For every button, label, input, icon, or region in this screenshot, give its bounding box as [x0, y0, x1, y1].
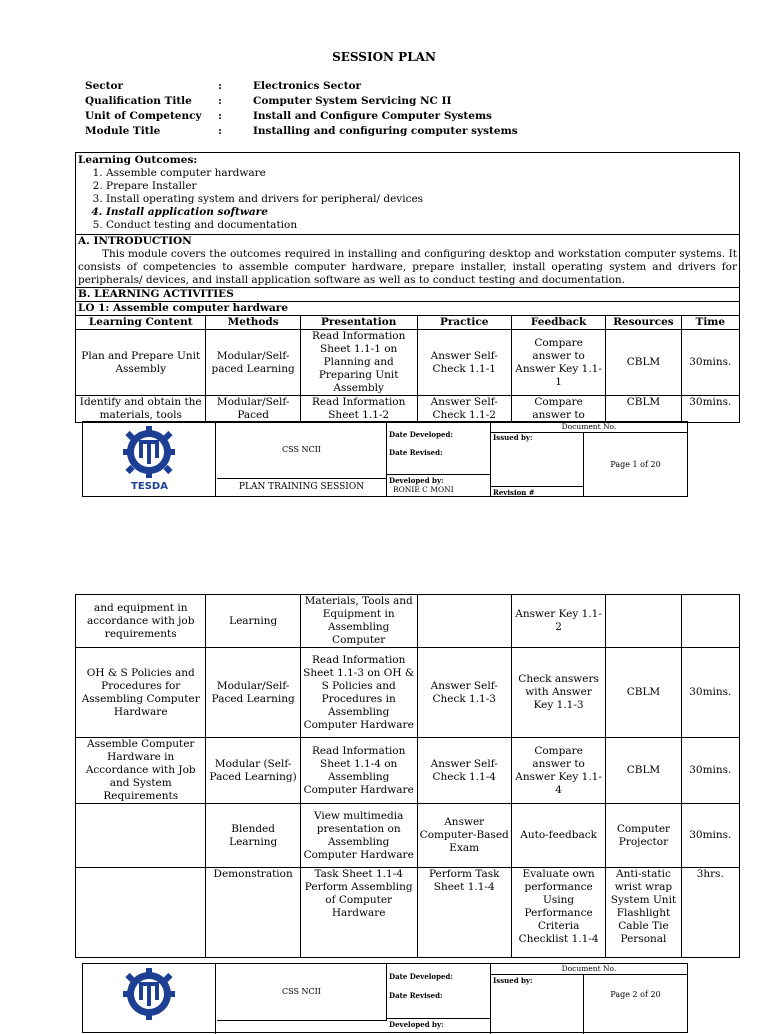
divider	[583, 975, 584, 1034]
outcome-item: 4. Install application software	[106, 206, 737, 219]
column-header: Practice	[417, 316, 511, 330]
meta-value: Electronics Sector	[253, 80, 362, 92]
tesda-logo-icon	[113, 968, 185, 1026]
cell: Learning	[206, 595, 300, 648]
developer-name: RONIE C MONI	[393, 485, 454, 494]
cell: Answer Key 1.1-2	[511, 595, 605, 648]
column-header: Presentation	[300, 316, 417, 330]
logo-cell	[83, 422, 216, 496]
lo1-heading: LO 1: Assemble computer hardware	[76, 302, 740, 316]
date-revised-label: Date Revised:	[389, 448, 443, 457]
table-row	[76, 738, 740, 804]
cell: Evaluate own performance Using Performance Criteria Checklist 1.1-4	[511, 868, 605, 958]
cell: Task Sheet 1.1-4 Perform Assembling of Computer Hardware	[300, 868, 417, 958]
date-developed-label: Date Developed:	[389, 430, 453, 439]
cell: Perform Task Sheet 1.1-4	[417, 868, 511, 958]
meta-label: Module Title	[85, 125, 161, 137]
cell: CBLM	[606, 648, 681, 738]
cell: Answer Self-Check 1.1-2	[417, 396, 511, 423]
column-header: Time	[681, 316, 739, 330]
column-header: Feedback	[511, 316, 605, 330]
cell: Answer Self-Check 1.1-1	[417, 330, 511, 396]
column-header: Methods	[206, 316, 300, 330]
cell: Read Information Sheet 1.1-4 on Assembling Computer Hardware	[300, 738, 417, 804]
cell: Assemble Computer Hardware in Accordance with Job and System Requirements	[76, 738, 206, 804]
document-number-label: Document No.	[490, 964, 688, 975]
cell: Compare answer to Answer Key 1.1-4	[511, 738, 605, 804]
outcome-item: 2. Prepare Installer	[106, 180, 737, 193]
cell: Answer Self-Check 1.1-3	[417, 648, 511, 738]
cell: CBLM	[606, 330, 681, 396]
cell: OH & S Policies and Procedures for Assembling Computer Hardware	[76, 648, 206, 738]
issued-by-label: Issued by:	[493, 433, 533, 442]
meta-value: Installing and configuring computer systems	[253, 125, 518, 137]
table-row	[76, 595, 740, 648]
divider	[387, 1018, 490, 1019]
cell: 30mins.	[681, 396, 739, 423]
date-revised-label: Date Revised:	[389, 991, 443, 1000]
cell: Answer Self-Check 1.1-4	[417, 738, 511, 804]
page-number: Page 2 of 20	[610, 990, 661, 999]
table-header-row	[76, 316, 740, 330]
cell: 30mins.	[681, 648, 739, 738]
cell: 3hrs.	[681, 868, 739, 958]
cell	[76, 868, 206, 958]
meta-colon: :	[218, 95, 222, 107]
cell: Blended Learning	[206, 804, 300, 868]
introduction-cell	[76, 235, 740, 288]
table-row	[76, 396, 740, 423]
cell: Check answers with Answer Key 1.1-3	[511, 648, 605, 738]
divider	[387, 474, 490, 475]
tesda-logo-icon	[113, 426, 185, 484]
cell: 30mins.	[681, 330, 739, 396]
table-row	[76, 804, 740, 868]
intro-body: This module covers the outcomes required in installing and configuring desktop and workstation computer systems. It consists of competencies to assemble computer hardware, prepare installer, install operating system and drivers for peripherals/ devices, and install application software as well as to conduct testing and documentation.	[78, 248, 737, 286]
cell: Computer Projector	[606, 804, 681, 868]
cell: Compare answer to	[511, 396, 605, 423]
issued-by-label: Issued by:	[493, 976, 533, 985]
table-row	[76, 330, 740, 396]
table-row	[76, 868, 740, 958]
outcome-item: 1. Assemble computer hardware	[106, 167, 737, 180]
cell: CBLM	[606, 396, 681, 423]
cell: Demonstration	[206, 868, 300, 958]
cell: 30mins.	[681, 738, 739, 804]
course-cell: CSS NCII	[217, 422, 387, 479]
page-title: SESSION PLAN	[332, 50, 436, 64]
page-footer-1	[82, 421, 688, 497]
meta-colon: :	[218, 110, 222, 122]
cell	[606, 595, 681, 648]
meta-value: Install and Configure Computer Systems	[253, 110, 492, 122]
meta-colon: :	[218, 80, 222, 92]
cell	[417, 595, 511, 648]
document-number-label: Document No.	[490, 422, 688, 433]
column-header: Resources	[606, 316, 681, 330]
cell: 30mins.	[681, 804, 739, 868]
table-row	[76, 648, 740, 738]
date-developed-label: Date Developed:	[389, 972, 453, 981]
learning-outcomes-cell	[76, 153, 740, 235]
cell: and equipment in accordance with job requirements	[76, 595, 206, 648]
cell: Read Information Sheet 1.1-1 on Planning and Preparing Unit Assembly	[300, 330, 417, 396]
cell: View multimedia presentation on Assembling Computer Hardware	[300, 804, 417, 868]
cell: Compare answer to Answer Key 1.1-1	[511, 330, 605, 396]
meta-label: Sector	[85, 80, 124, 92]
outcome-item: 3. Install operating system and drivers for peripheral/ devices	[106, 193, 737, 206]
cell: Modular/Self-paced Learning	[206, 330, 300, 396]
cell: Auto-feedback	[511, 804, 605, 868]
outcomes-list	[78, 167, 737, 232]
meta-label: Qualification Title	[85, 95, 192, 107]
developed-by-label: Developed by:	[389, 476, 444, 485]
cell	[76, 804, 206, 868]
session-table-page1	[75, 152, 740, 423]
cell: Anti-static wrist wrap System Unit Flashlight Cable Tie Personal	[606, 868, 681, 958]
logo-text: TESDA	[131, 481, 168, 492]
revision-label: Revision #	[493, 488, 535, 497]
cell: Identify and obtain the materials, tools	[76, 396, 206, 423]
page-footer-2	[82, 963, 688, 1033]
column-header: Learning Content	[76, 316, 206, 330]
course-cell: CSS NCII	[217, 964, 387, 1021]
cell	[681, 595, 739, 648]
cell: Read Information Sheet 1.1-2	[300, 396, 417, 423]
cell: CBLM	[606, 738, 681, 804]
divider	[490, 422, 491, 496]
plan-cell: PLAN TRAINING SESSION	[217, 479, 387, 496]
divider	[490, 486, 583, 487]
cell: Modular/Self-Paced	[206, 396, 300, 423]
page-number: Page 1 of 20	[610, 460, 661, 469]
cell: Modular/Self-Paced Learning	[206, 648, 300, 738]
cell: Answer Computer-Based Exam	[417, 804, 511, 868]
outcomes-heading: Learning Outcomes:	[78, 154, 198, 166]
cell: Modular (Self-Paced Learning)	[206, 738, 300, 804]
session-table-page2	[75, 594, 740, 958]
meta-label: Unit of Competency	[85, 110, 202, 122]
activities-heading: B. LEARNING ACTIVITIES	[76, 288, 740, 302]
cell: Materials, Tools and Equipment in Assembling Computer	[300, 595, 417, 648]
developed-by-label: Developed by:	[389, 1020, 444, 1029]
cell: Read Information Sheet 1.1-3 on OH & S Policies and Procedures in Assembling Computer Hardware	[300, 648, 417, 738]
meta-colon: :	[218, 125, 222, 137]
intro-heading: A. INTRODUCTION	[78, 235, 192, 247]
outcome-item: 5. Conduct testing and documentation	[106, 219, 737, 232]
meta-value: Computer System Servicing NC II	[253, 95, 452, 107]
cell: Plan and Prepare Unit Assembly	[76, 330, 206, 396]
